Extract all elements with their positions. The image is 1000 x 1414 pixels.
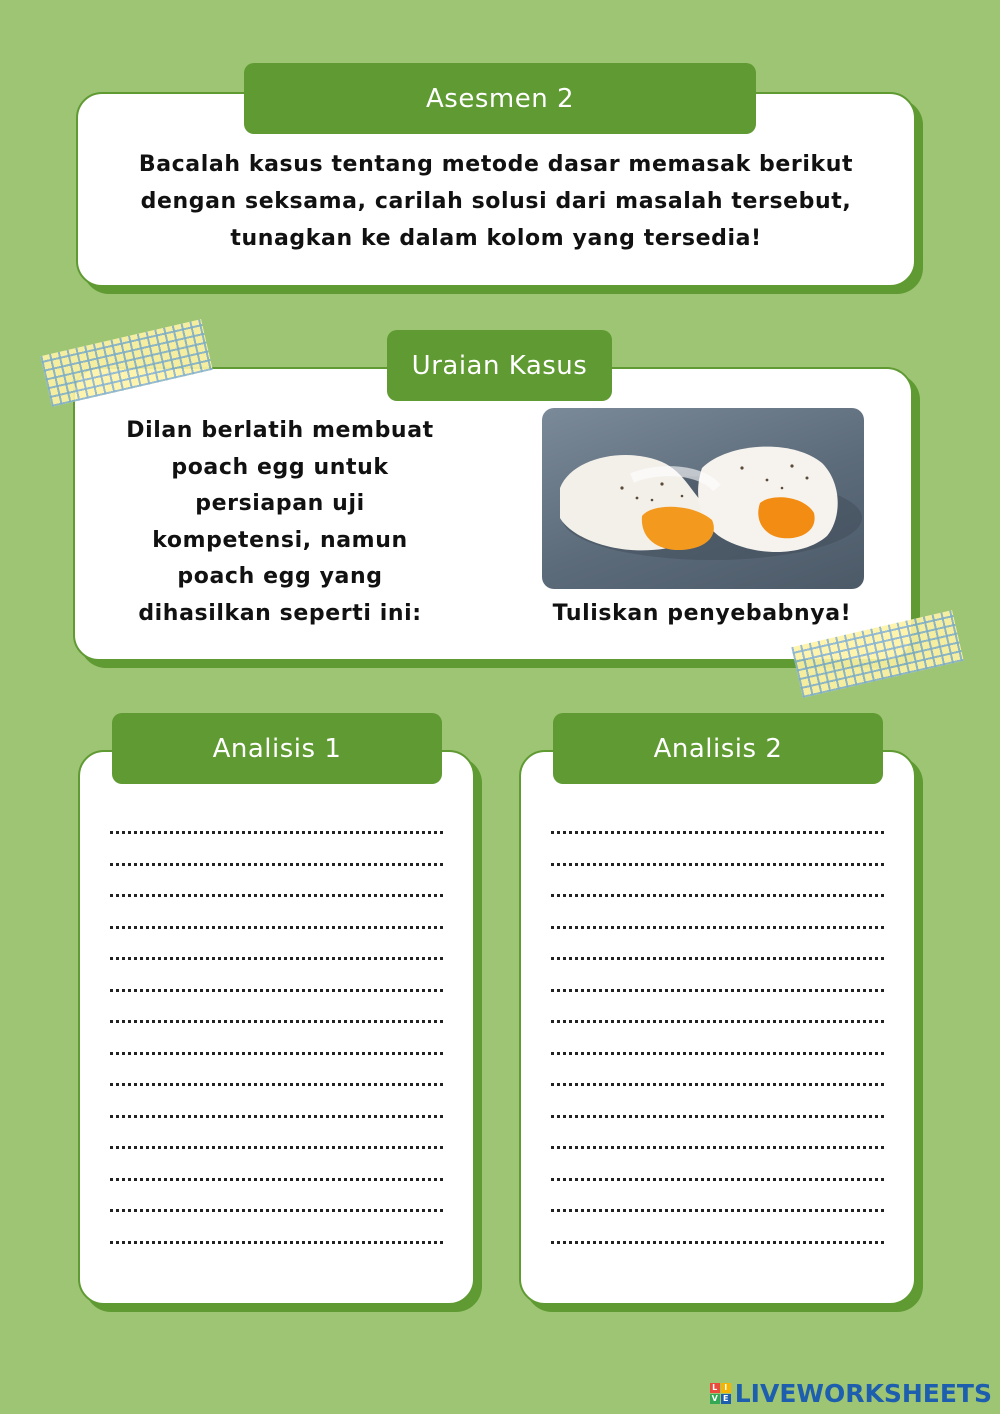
instructions-text — [78, 146, 914, 257]
logo-mark-letter: L — [710, 1383, 720, 1393]
instruction-line: tunagkan ke dalam kolom yang tersedia! — [230, 226, 762, 251]
logo-mark-letter: E — [721, 1394, 731, 1404]
answer-line[interactable] — [110, 1146, 443, 1149]
answer-line[interactable] — [551, 1115, 884, 1118]
answer-line[interactable] — [551, 957, 884, 960]
answer-line[interactable] — [110, 989, 443, 992]
answer-line[interactable] — [551, 989, 884, 992]
answer-line[interactable] — [110, 926, 443, 929]
liveworksheets-wordmark: LIVEWORKSHEETS — [734, 1379, 992, 1408]
liveworksheets-mark-icon — [710, 1383, 731, 1404]
answer-line[interactable] — [551, 1209, 884, 1212]
poached-egg-photo — [542, 408, 864, 589]
case-line: persiapan uji — [195, 491, 365, 516]
answer-line[interactable] — [110, 1241, 443, 1244]
answer-line[interactable] — [110, 1178, 443, 1181]
answer-line[interactable] — [110, 1020, 443, 1023]
answer-line[interactable] — [551, 1146, 884, 1149]
logo-mark-letter: I — [721, 1383, 731, 1393]
answer-line[interactable] — [110, 831, 443, 834]
answer-line[interactable] — [551, 894, 884, 897]
assessment-title: Asesmen 2 — [244, 63, 756, 134]
case-description — [95, 413, 465, 632]
case-title: Uraian Kasus — [387, 330, 612, 401]
answer-line[interactable] — [110, 1052, 443, 1055]
answer-line[interactable] — [551, 1178, 884, 1181]
answer-line[interactable] — [110, 1083, 443, 1086]
instruction-line: Bacalah kasus tentang metode dasar memasak berikut — [138, 152, 854, 177]
answer-line[interactable] — [110, 1115, 443, 1118]
answer-line[interactable] — [551, 863, 884, 866]
answer-line[interactable] — [551, 926, 884, 929]
instruction-line: dengan seksama, carilah solusi dari masalah tersebut, — [140, 189, 852, 214]
answer-line[interactable] — [551, 1241, 884, 1244]
poached-egg-illustration — [542, 408, 864, 589]
case-line: Dilan berlatih membuat — [126, 418, 434, 443]
answer-line[interactable] — [110, 957, 443, 960]
case-prompt: Tuliskan penyebabnya! — [552, 601, 852, 626]
answer-line[interactable] — [551, 1020, 884, 1023]
analysis-card-2[interactable] — [519, 750, 916, 1305]
answer-line[interactable] — [551, 831, 884, 834]
analysis-2-title: Analisis 2 — [553, 713, 883, 784]
liveworksheets-logo[interactable] — [710, 1379, 992, 1408]
analysis-card-1[interactable] — [78, 750, 475, 1305]
case-line: kompetensi, namun — [152, 527, 408, 553]
logo-mark-letter: V — [711, 1394, 718, 1403]
answer-line[interactable] — [551, 1052, 884, 1055]
answer-line[interactable] — [110, 1209, 443, 1212]
analysis-1-title: Analisis 1 — [112, 713, 442, 784]
answer-line[interactable] — [110, 863, 443, 866]
answer-line[interactable] — [110, 894, 443, 897]
answer-line[interactable] — [551, 1083, 884, 1086]
case-line: poach egg untuk — [171, 454, 389, 480]
case-line: poach egg yang — [177, 564, 383, 589]
case-line: dihasilkan seperti ini: — [138, 600, 422, 626]
